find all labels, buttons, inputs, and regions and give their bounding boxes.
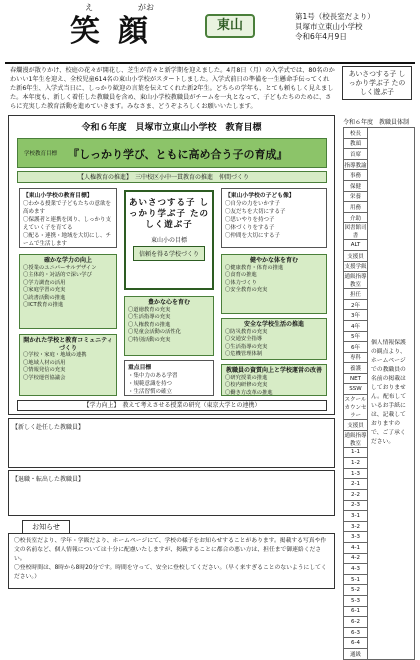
staff-role-cell: ALT: [344, 240, 368, 251]
panel-safety: [221, 318, 327, 360]
academic-improvement-bar: 【学力向上】 教えて考えさせる授業の研究（東京大学との連携）: [17, 400, 327, 411]
panel-academic-title: 確かな学力の向上: [43, 257, 92, 264]
staff-role-cell: 教頭: [344, 138, 368, 149]
staff-role-cell: NET: [344, 373, 368, 384]
staff-role-cell: 介助: [344, 212, 368, 223]
panel-staff-quality: [221, 364, 327, 396]
panel-heart: [124, 296, 214, 356]
center-slogan: あいさつする子 しっかり学ぶ子 たのしく遊ぶ子: [129, 198, 209, 230]
panel-item: 〇仲間を大切にする子: [225, 233, 281, 239]
staff-role-cell: 首席: [344, 149, 368, 160]
panel-item: 〇健康教育・体育の推進: [225, 264, 284, 271]
staff-role-cell: 1-2: [344, 458, 368, 469]
staff-role-cell: 6-3: [344, 627, 368, 638]
education-goals-box: [8, 115, 335, 415]
staff-role-cell: 4-1: [344, 543, 368, 554]
panel-child-image-title: 【東山小学校の子ども像】: [225, 193, 295, 199]
staff-role-cell: 3-2: [344, 521, 368, 532]
privacy-note: 個人情報保護の観点より、ホームページでの教職員の名前の掲載はしておりません。配布しているお手紙には、記載しておりますので、ご了承ください。: [368, 128, 415, 660]
staff-table-row: [344, 128, 415, 139]
issue-number: 第1号（校長室だより）: [295, 12, 375, 21]
panel-item: 〇情報発信の充実: [23, 367, 66, 373]
panel-child-image: [221, 188, 327, 248]
panel-item: 〇わかる授業で子どもたちの意欲を高めます: [23, 201, 112, 215]
staff-role-cell: 担任: [344, 289, 368, 300]
staff-role-cell: 2年: [344, 299, 368, 310]
center-label: 東山小の目標: [150, 237, 187, 244]
panel-item: 〇校内研修の充実: [225, 382, 268, 388]
staff-role-cell: 3-3: [344, 532, 368, 543]
school-goal-text: 『しっかり学び、ともに高め合う子の育成』: [68, 148, 288, 161]
staff-role-cell: 6-2: [344, 617, 368, 628]
staff-role-cell: 支援学級: [344, 261, 368, 272]
school-goal-label: 学校教育目標: [24, 151, 58, 157]
title-ruby-e: え: [85, 3, 93, 12]
staff-role-cell: 事務: [344, 170, 368, 181]
notice-tab: お知らせ: [22, 520, 70, 534]
staff-role-cell: 通級指導教室: [344, 272, 368, 289]
panel-priority-title: 重点目標: [128, 365, 152, 371]
staff-table: [343, 127, 415, 660]
staff-role-cell: 保健: [344, 180, 368, 191]
staff-role-cell: 2-1: [344, 479, 368, 490]
panel-academic: [19, 254, 117, 329]
motto-box: あいさつする子 しっかり学ぶ子 たのしく遊ぶ子: [342, 66, 412, 100]
panel-health-title: 健やかな体を育む: [249, 257, 298, 264]
staff-role-cell: 用務: [344, 202, 368, 213]
panel-item: 〇交通安全指導: [225, 336, 263, 342]
panel-item: ・集中力のある学習: [128, 373, 178, 379]
panel-item: 〇特別活動の充実: [128, 336, 171, 343]
panel-community-title: 開かれた学校と教育コミュニティづくり: [23, 337, 113, 352]
panel-item: 〇防災教育の充実: [225, 328, 268, 335]
issue-date: 令和6年4月9日: [295, 32, 347, 41]
staff-role-cell: 養護: [344, 363, 368, 374]
notice-box: [8, 533, 335, 589]
panel-item: 〇学校運営協議会: [23, 374, 66, 381]
panel-item: 〇危機管理体制: [225, 351, 263, 357]
staff-role-cell: 5-1: [344, 574, 368, 585]
staff-role-cell: 通級指導教室: [344, 430, 368, 447]
center-sub-goal: 信頼を得る学校づくり: [133, 246, 205, 261]
panel-item: 〇安全教育の充実: [225, 287, 268, 293]
panel-item: 〇地域人材の活用: [23, 359, 66, 366]
staff-role-cell: 6-4: [344, 638, 368, 649]
panel-community: [19, 334, 117, 396]
panel-school-goals: [19, 188, 117, 248]
school-name: 貝塚市立東山小学校: [295, 22, 363, 31]
staff-role-cell: 4-2: [344, 553, 368, 564]
panel-staff-quality-title: 教職員の資質向上と学校運営の改善: [225, 367, 322, 374]
panel-item: 〇学校・家庭・地域の連携: [23, 352, 87, 358]
moved-staff-section: [8, 470, 335, 516]
panel-item: 〇体づくりをする子: [225, 225, 275, 231]
goals-title: 令和６年度 貝塚市立東山小学校 教育目標: [81, 123, 262, 133]
panel-item: ・生活習慣の確立: [128, 389, 173, 395]
panel-item: 〇研究授業の推進: [225, 374, 268, 381]
intro-text: 春爛漫が散りかけ、校庭の花々が開花し、芝生が青々と新学期を迎えました。4月8日（月）の入学式では、80名のかわいい1年生を迎え、全校児童614名の東山小学校がスタートしました。入学式前日の準備を一生懸命手伝ってくれた新6年生、入学式当日に、しっかり歓迎の言葉を伝えてくれた新2年生。どちらの学年も、とても頼もしく見えました。本年度も、新しく着任した教職員を含め、東山小学校教職員がチームを一丸となって、子どもたちのために、さらに充実した教育活動を進めていきます。みなさま、どうぞよろしくお願いいたします。: [10, 67, 335, 110]
panel-item: 〇ICT教育の推進: [23, 302, 64, 308]
newsletter-title: 笑顔: [70, 14, 166, 49]
panel-item: 〇自分の力をいかす子: [225, 201, 281, 207]
staff-role-cell: 3-1: [344, 511, 368, 522]
panel-item: 〇保護者と連携を図り、しっかり支えていく子を育てる: [23, 217, 112, 231]
staff-role-cell: 支援員: [344, 250, 368, 261]
staff-role-cell: 2-2: [344, 490, 368, 501]
panel-item: 〇生活指導の充実: [225, 343, 268, 350]
panel-item: 〇家庭学習の充実: [23, 287, 66, 293]
staff-role-cell: 3年: [344, 310, 368, 321]
moved-staff-title: 【退職・転出した教職員】: [12, 476, 85, 483]
staff-role-cell: 4年: [344, 320, 368, 331]
panel-health: [221, 254, 327, 314]
staff-role-cell: 5年: [344, 331, 368, 342]
panel-item: 〇主体的・対話的で深い学び: [23, 272, 92, 278]
panel-item: 〇生活指導の充実: [128, 314, 171, 320]
new-staff-title: 【新しく赴任した教職員】: [12, 424, 85, 431]
panel-item: 〇児童会活動の活性化: [128, 329, 181, 335]
staff-role-cell: 4-3: [344, 564, 368, 575]
staff-role-cell: スクールカウンセラー: [344, 395, 368, 420]
staff-table-title: 令和６年度 教職員体制: [343, 119, 410, 126]
panel-item: 〇授業のユニバーサルデザイン: [23, 264, 97, 271]
staff-role-cell: 図書館司書: [344, 223, 368, 240]
header-divider: [5, 62, 415, 64]
staff-role-cell: 2-3: [344, 500, 368, 511]
staff-role-cell: 栄養: [344, 191, 368, 202]
notice-item-2: 〇登校時間は、8時から8時20分です。時間を守って、安全に登校してください。（早く来すぎることのないようにしてください。）: [14, 565, 327, 580]
panel-safety-title: 安全な学校生活の推進: [243, 321, 304, 328]
notice-item-1: 〇校長室だより、学年・学級だより、ホームページにて、学校の様子をお知らせすることがあります。掲載する写真や作文の名前など、個人情報については十分に配慮いたしますが、掲載することに都合の悪い方は、担任まで御連絡ください。: [14, 538, 327, 562]
new-staff-section: [8, 418, 335, 468]
panel-item: 〇読書活動の推進: [23, 294, 66, 301]
staff-role-cell: 1-3: [344, 468, 368, 479]
staff-role-cell: 1-1: [344, 447, 368, 458]
staff-role-cell: 6-1: [344, 606, 368, 617]
title-ruby-gao: がお: [138, 3, 154, 12]
panel-item: 〇体力づくり: [225, 279, 257, 286]
staff-role-cell: 支援員: [344, 420, 368, 431]
human-rights-header: 【人権教育の推進】 三中校区小中一貫教育の推進 仲間づくり: [17, 171, 327, 183]
staff-role-cell: 6年: [344, 342, 368, 353]
panel-item: 〇道徳教育の充実: [128, 306, 171, 313]
staff-role-cell: 専科: [344, 352, 368, 363]
panel-item: ・規範意識を持つ: [128, 381, 173, 387]
center-goal-box: [124, 190, 214, 290]
school-logo: 東山: [205, 14, 255, 38]
staff-role-cell: 5-2: [344, 585, 368, 596]
panel-item: 〇人権教育の推進: [128, 321, 171, 328]
panel-school-goals-title: 【東山小学校の教育目標】: [23, 193, 93, 199]
panel-item: 〇友だちを大切にする子: [225, 209, 286, 215]
staff-role-cell: SSW: [344, 384, 368, 395]
header-info: [295, 12, 375, 42]
school-goal-banner: [17, 138, 327, 168]
staff-role-cell: 校長: [344, 128, 368, 139]
panel-item: 〇思いやりを持つ子: [225, 217, 275, 223]
panel-item: 〇配る・連携・地域を大切にし、チームで生活します: [23, 233, 112, 247]
panel-priority: [124, 360, 214, 396]
staff-role-cell: 通級: [344, 648, 368, 659]
panel-heart-title: 豊かな心を育む: [147, 299, 190, 306]
staff-role-cell: 5-3: [344, 595, 368, 606]
staff-role-cell: 指導教諭: [344, 159, 368, 170]
panel-item: 〇学力調査の活用: [23, 279, 66, 286]
panel-item: 〇働き方改革の推進: [225, 389, 273, 396]
panel-item: 〇食育の推進: [225, 272, 257, 278]
